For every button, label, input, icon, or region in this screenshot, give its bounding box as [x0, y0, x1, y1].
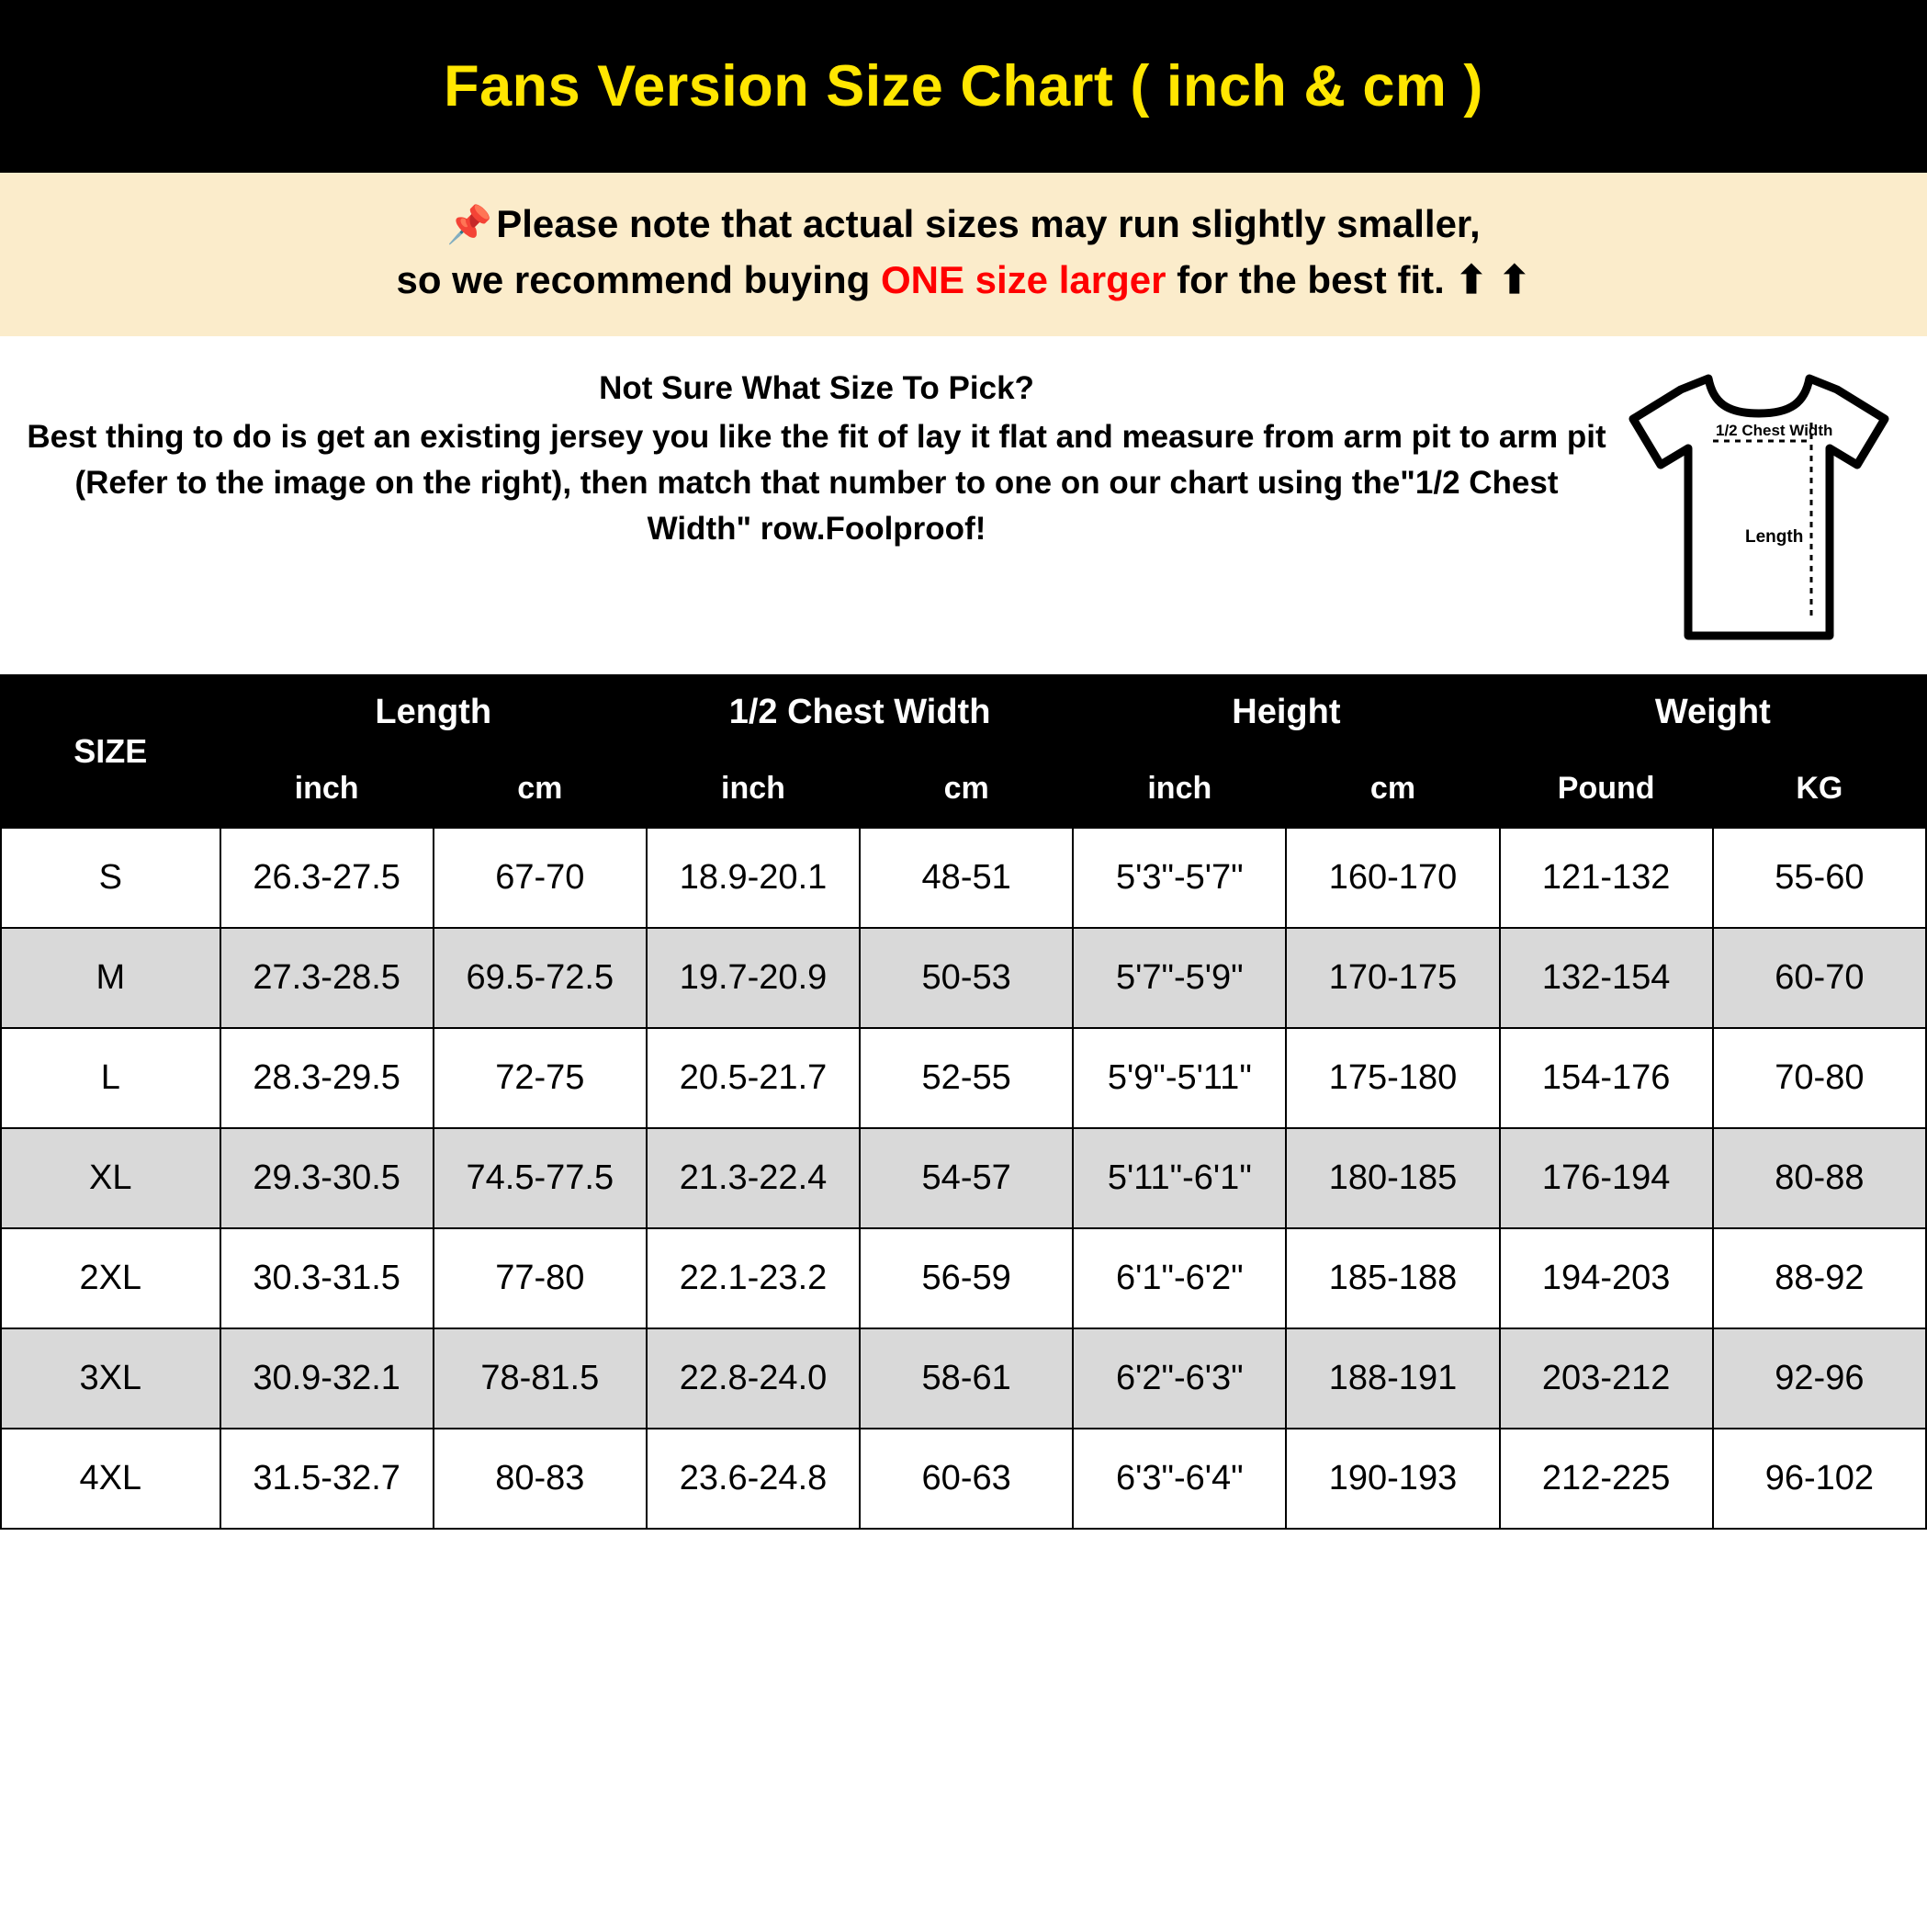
- cell-height-inch: 5'9"-5'11": [1073, 1028, 1286, 1128]
- cell-length-cm: 77-80: [434, 1228, 647, 1328]
- cell-weight-pound: 121-132: [1500, 828, 1713, 928]
- cell-weight-kg: 92-96: [1713, 1328, 1926, 1429]
- cell-size: 2XL: [1, 1228, 220, 1328]
- cell-length-inch: 29.3-30.5: [220, 1128, 434, 1228]
- header-height-inch: inch: [1073, 751, 1286, 828]
- cell-weight-kg: 88-92: [1713, 1228, 1926, 1328]
- cell-weight-pound: 203-212: [1500, 1328, 1713, 1429]
- cell-length-inch: 30.9-32.1: [220, 1328, 434, 1429]
- size-table: [0, 674, 1927, 1530]
- advice-body: Best thing to do is get an existing jersey you like the fit of lay it flat and measure from arm pit to arm pit (Refer to the image on the right), then match that number to one on our chart using the"1/2 Chest Width" row.Foolproof!: [27, 419, 1606, 547]
- header-chest-inch: inch: [647, 751, 860, 828]
- cell-weight-pound: 212-225: [1500, 1429, 1713, 1529]
- cell-chest-inch: 19.7-20.9: [647, 928, 860, 1028]
- table-head: [1, 675, 1926, 828]
- table-row: [1, 828, 1926, 928]
- cell-height-inch: 6'2"-6'3": [1073, 1328, 1286, 1429]
- cell-chest-cm: 58-61: [860, 1328, 1073, 1429]
- cell-height-inch: 6'3"-6'4": [1073, 1429, 1286, 1529]
- note-text-2-after: for the best fit.: [1166, 257, 1456, 301]
- arrow-up-icon: ⬆ ⬆: [1455, 257, 1531, 301]
- pushpin-icon: 📌: [446, 205, 493, 245]
- header-weight-pound: Pound: [1500, 751, 1713, 828]
- table-body: [1, 828, 1926, 1529]
- cell-length-inch: 30.3-31.5: [220, 1228, 434, 1328]
- cell-weight-pound: 176-194: [1500, 1128, 1713, 1228]
- cell-height-cm: 185-188: [1286, 1228, 1499, 1328]
- note-band: [0, 173, 1927, 336]
- cell-length-cm: 80-83: [434, 1429, 647, 1529]
- cell-length-inch: 27.3-28.5: [220, 928, 434, 1028]
- cell-chest-cm: 52-55: [860, 1028, 1073, 1128]
- advice-section: [0, 336, 1927, 674]
- advice-heading: Not Sure What Size To Pick?: [599, 369, 1034, 406]
- cell-chest-inch: 21.3-22.4: [647, 1128, 860, 1228]
- cell-weight-pound: 154-176: [1500, 1028, 1713, 1128]
- cell-chest-inch: 20.5-21.7: [647, 1028, 860, 1128]
- cell-length-cm: 69.5-72.5: [434, 928, 647, 1028]
- cell-chest-cm: 48-51: [860, 828, 1073, 928]
- cell-height-cm: 188-191: [1286, 1328, 1499, 1429]
- size-table-wrap: [0, 674, 1927, 1932]
- cell-length-inch: 26.3-27.5: [220, 828, 434, 928]
- cell-weight-kg: 70-80: [1713, 1028, 1926, 1128]
- cell-height-inch: 6'1"-6'2": [1073, 1228, 1286, 1328]
- title-bar: [0, 0, 1927, 173]
- cell-height-inch: 5'3"-5'7": [1073, 828, 1286, 928]
- header-group-weight: Weight: [1500, 675, 1926, 751]
- table-row: [1, 1429, 1926, 1529]
- header-group-height: Height: [1073, 675, 1499, 751]
- cell-weight-pound: 194-203: [1500, 1228, 1713, 1328]
- note-text-1: Please note that actual sizes may run slightly smaller,: [496, 202, 1481, 245]
- cell-size: L: [1, 1028, 220, 1128]
- cell-height-cm: 170-175: [1286, 928, 1499, 1028]
- cell-weight-kg: 60-70: [1713, 928, 1926, 1028]
- cell-height-cm: 190-193: [1286, 1429, 1499, 1529]
- tshirt-diagram: [1607, 356, 1910, 656]
- note-line-2: [18, 253, 1909, 309]
- cell-chest-cm: 50-53: [860, 928, 1073, 1028]
- page-title: Fans Version Size Chart ( inch & cm ): [444, 54, 1483, 119]
- cell-chest-inch: 22.1-23.2: [647, 1228, 860, 1328]
- header-height-cm: cm: [1286, 751, 1499, 828]
- cell-size: M: [1, 928, 220, 1028]
- cell-size: 3XL: [1, 1328, 220, 1429]
- table-row: [1, 1228, 1926, 1328]
- cell-size: S: [1, 828, 220, 928]
- advice-text-block: [17, 356, 1607, 656]
- cell-weight-kg: 55-60: [1713, 828, 1926, 928]
- table-sub-header-row: [1, 751, 1926, 828]
- note-line-1: [18, 197, 1909, 253]
- cell-height-inch: 5'11"-6'1": [1073, 1128, 1286, 1228]
- cell-height-inch: 5'7"-5'9": [1073, 928, 1286, 1028]
- table-row: [1, 1128, 1926, 1228]
- note-emphasis: ONE size larger: [880, 257, 1166, 301]
- cell-weight-kg: 80-88: [1713, 1128, 1926, 1228]
- cell-weight-kg: 96-102: [1713, 1429, 1926, 1529]
- header-length-cm: cm: [434, 751, 647, 828]
- header-weight-kg: KG: [1713, 751, 1926, 828]
- header-group-length: Length: [220, 675, 647, 751]
- tshirt-icon: [1617, 362, 1901, 656]
- cell-chest-cm: 56-59: [860, 1228, 1073, 1328]
- length-label: Length: [1745, 526, 1804, 547]
- cell-length-cm: 67-70: [434, 828, 647, 928]
- table-row: [1, 1028, 1926, 1128]
- table-row: [1, 1328, 1926, 1429]
- cell-size: XL: [1, 1128, 220, 1228]
- header-chest-cm: cm: [860, 751, 1073, 828]
- cell-weight-pound: 132-154: [1500, 928, 1713, 1028]
- header-length-inch: inch: [220, 751, 434, 828]
- cell-height-cm: 160-170: [1286, 828, 1499, 928]
- table-group-header-row: [1, 675, 1926, 751]
- cell-length-cm: 78-81.5: [434, 1328, 647, 1429]
- cell-chest-inch: 23.6-24.8: [647, 1429, 860, 1529]
- cell-chest-cm: 60-63: [860, 1429, 1073, 1529]
- header-group-chest-width: 1/2 Chest Width: [647, 675, 1073, 751]
- cell-length-cm: 74.5-77.5: [434, 1128, 647, 1228]
- chest-width-label: 1/2 Chest Width: [1716, 421, 1833, 439]
- cell-chest-cm: 54-57: [860, 1128, 1073, 1228]
- cell-length-cm: 72-75: [434, 1028, 647, 1128]
- cell-size: 4XL: [1, 1429, 220, 1529]
- table-row: [1, 928, 1926, 1028]
- cell-height-cm: 180-185: [1286, 1128, 1499, 1228]
- cell-length-inch: 31.5-32.7: [220, 1429, 434, 1529]
- cell-height-cm: 175-180: [1286, 1028, 1499, 1128]
- cell-chest-inch: 18.9-20.1: [647, 828, 860, 928]
- header-size: SIZE: [1, 675, 220, 828]
- cell-chest-inch: 22.8-24.0: [647, 1328, 860, 1429]
- cell-length-inch: 28.3-29.5: [220, 1028, 434, 1128]
- note-text-2-before: so we recommend buying: [396, 257, 881, 301]
